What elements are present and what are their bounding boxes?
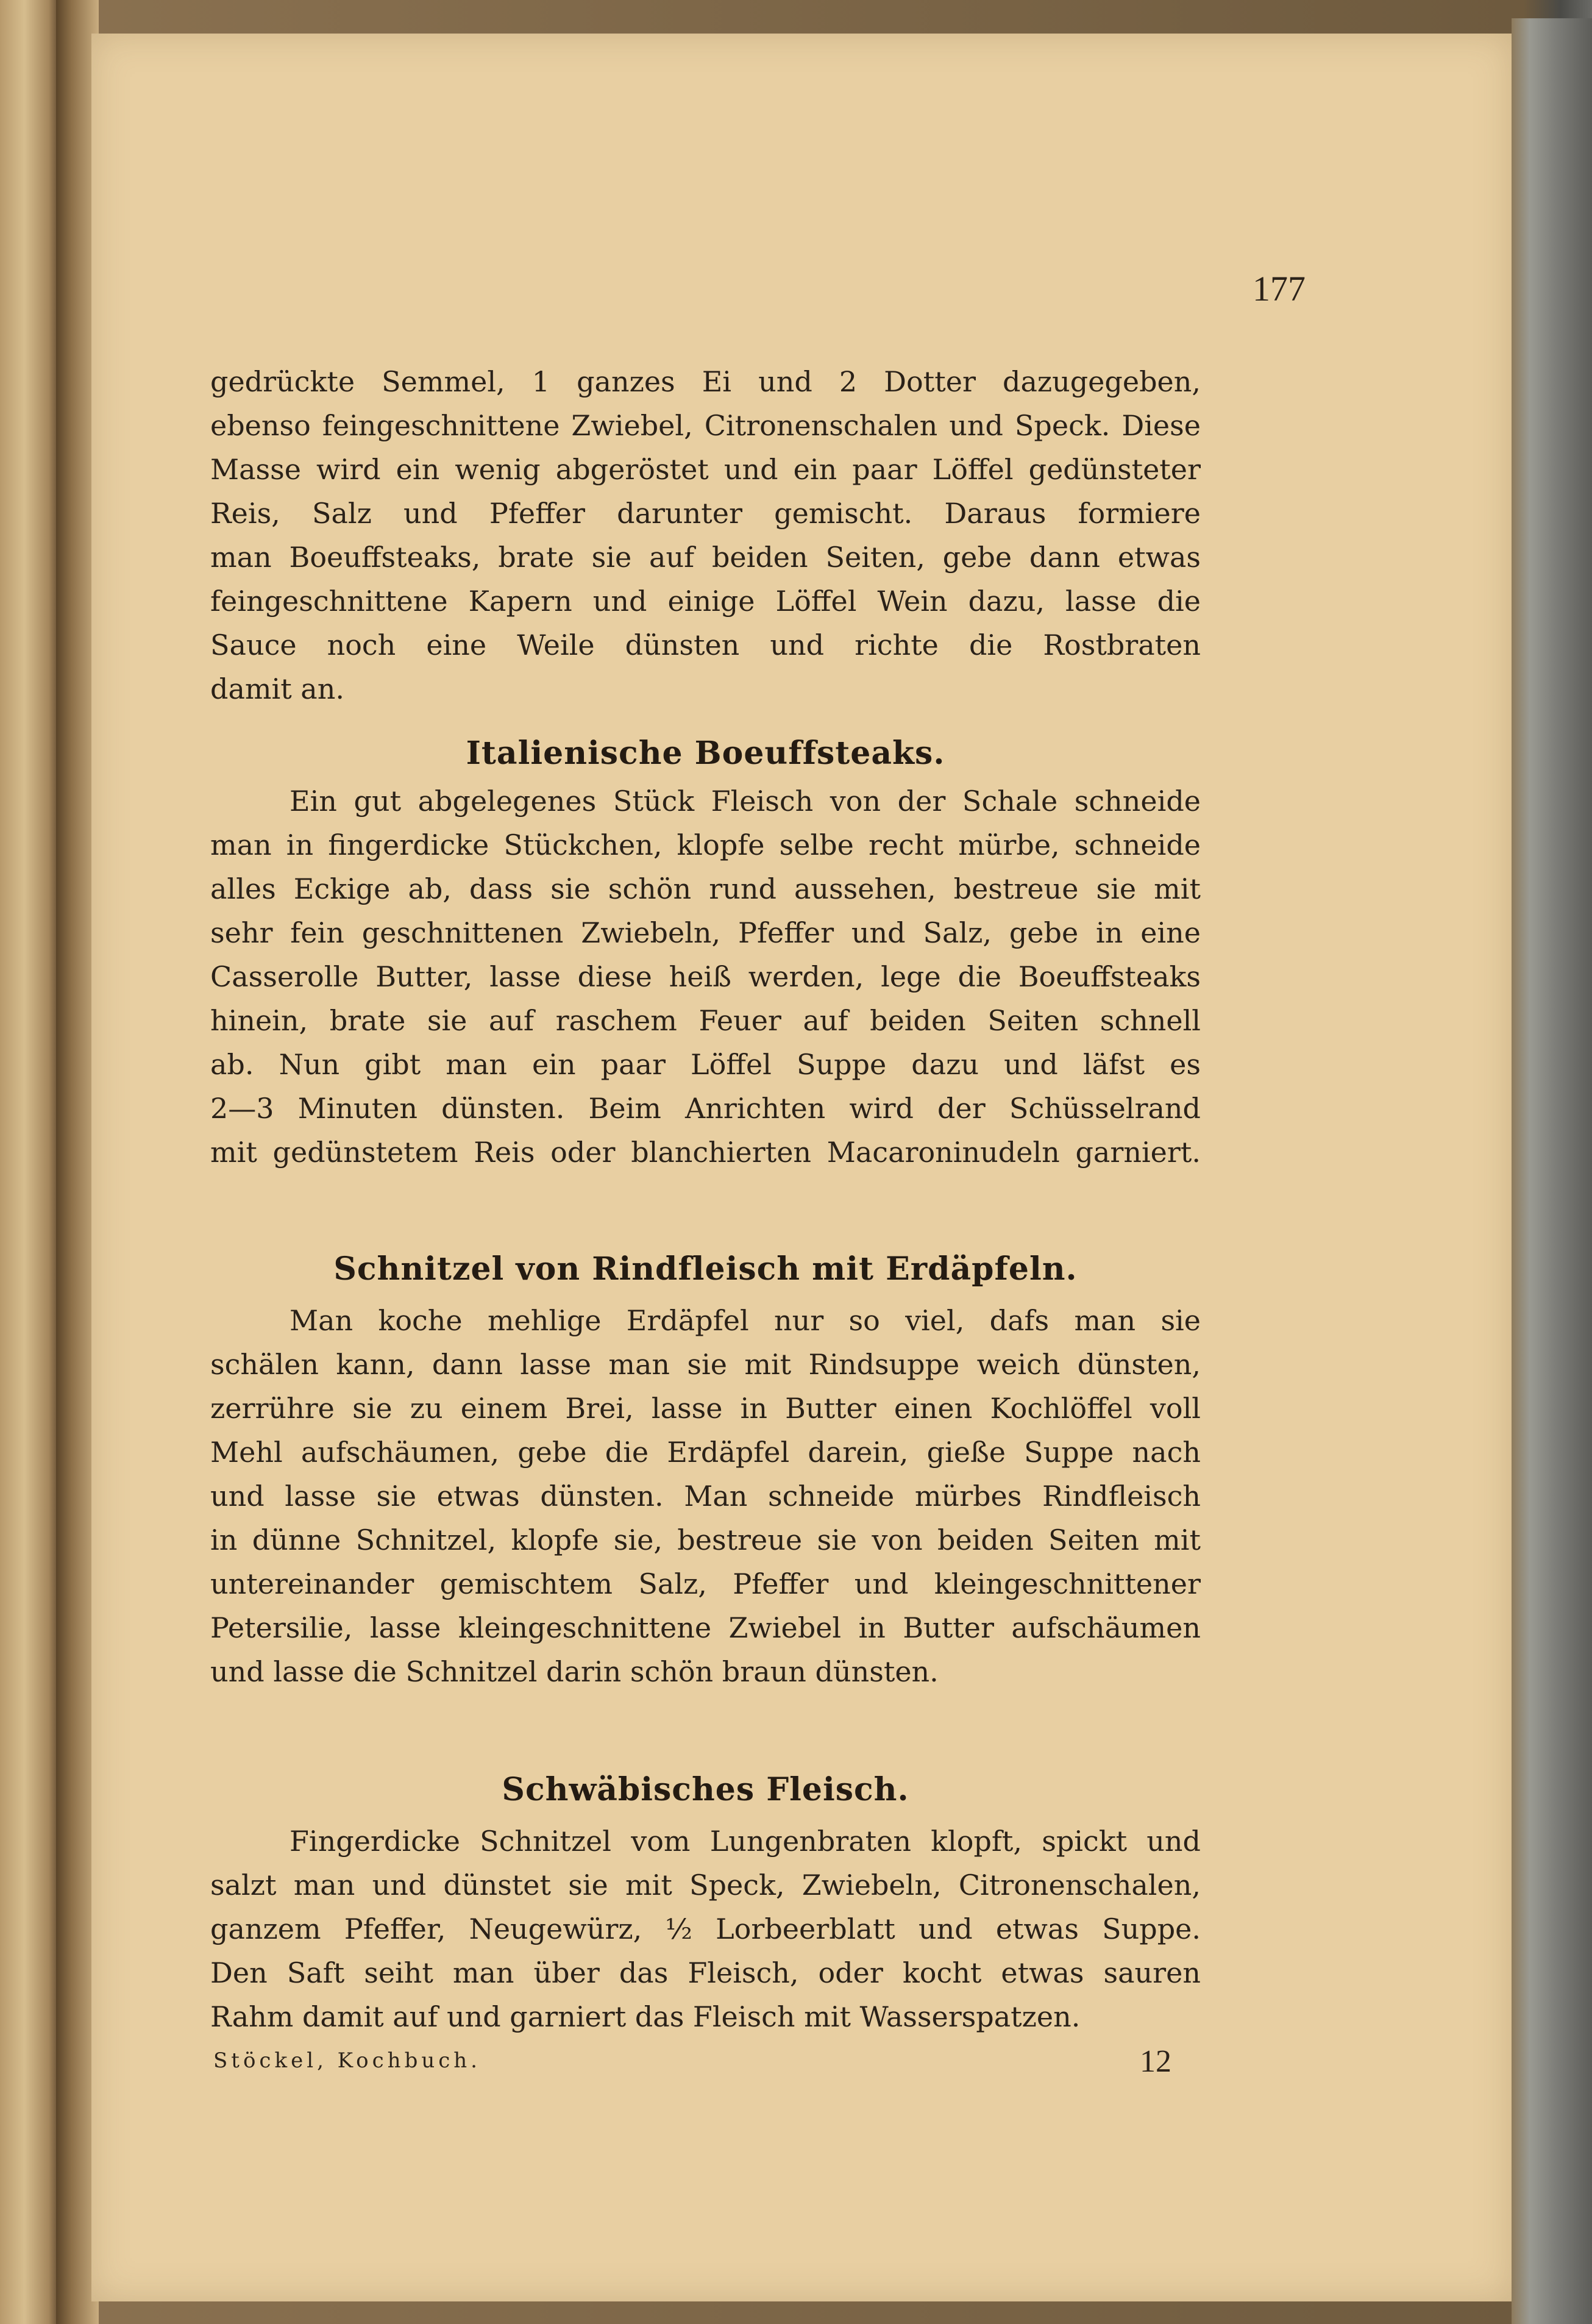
recipe-title: Italienische Boeuffsteaks.	[466, 735, 945, 772]
recipe-title: Schnitzel von Rindfleisch mit Erdäpfeln.	[333, 1250, 1078, 1288]
text-line: Den Saft seiht man über das Fleisch, oder kocht etwas sauren	[210, 1956, 1201, 1989]
text-line: alles Eckige ab, dass sie schön rund aussehen, bestreue sie mit	[210, 872, 1201, 905]
text-line: und lasse die Schnitzel darin schön braun dünsten.	[210, 1655, 939, 1688]
text-line: und lasse sie etwas dünsten. Man schneide mürbes Rindfleisch	[210, 1480, 1201, 1513]
text-line: Mehl aufschäumen, gebe die Erdäpfel darein, gieße Suppe nach	[210, 1436, 1201, 1469]
text-line: Masse wird ein wenig abgeröstet und ein paar Löffel gedünsteter	[210, 453, 1201, 486]
text-line: salzt man und dünstet sie mit Speck, Zwiebeln, Citronenschalen,	[210, 1869, 1201, 1902]
text-line: Man koche mehlige Erdäpfel nur so viel, dafs man sie	[290, 1304, 1201, 1337]
text-line: damit an.	[210, 672, 344, 705]
text-line: Fingerdicke Schnitzel vom Lungenbraten klopft, spickt und	[290, 1825, 1201, 1858]
text-line: ganzem Pfeffer, Neugewürz, ½ Lorbeerblatt und etwas Suppe.	[210, 1912, 1201, 1945]
text-line: in dünne Schnitzel, klopfe sie, bestreue sie von beiden Seiten mit	[210, 1524, 1201, 1556]
recipe-paragraph	[210, 1299, 1201, 1694]
page-text	[210, 360, 1201, 2039]
text-line: man in fingerdicke Stückchen, klopfe selbe recht mürbe, schneide	[210, 829, 1201, 861]
text-line: gedrückte Semmel, 1 ganzes Ei und 2 Dotter dazugegeben,	[210, 365, 1201, 398]
signature-mark: Stöckel, Kochbuch.	[213, 2048, 481, 2073]
book-cover-edge	[1512, 18, 1592, 2324]
text-line: Ein gut abgelegenes Stück Fleisch von der Schale schneide	[290, 785, 1201, 818]
text-line: ab. Nun gibt man ein paar Löffel Suppe dazu und läfst es	[210, 1048, 1201, 1081]
recipe-paragraph	[210, 1819, 1201, 2039]
text-line: Rahm damit auf und garniert das Fleisch mit Wasserspatzen.	[210, 2000, 1081, 2033]
sheet-number: 12	[1140, 2044, 1171, 2079]
facing-page-edge	[0, 0, 58, 2324]
text-line: hinein, brate sie auf raschem Feuer auf beiden Seiten schnell	[210, 1004, 1201, 1037]
text-line: 2—3 Minuten dünsten. Beim Anrichten wird der Schüsselrand	[210, 1092, 1201, 1125]
text-line: zerrühre sie zu einem Brei, lasse in Butter einen Kochlöffel voll	[210, 1392, 1201, 1425]
text-line: Casserolle Butter, lasse diese heiß werden, lege die Boeuffsteaks	[210, 960, 1201, 993]
text-line: man Boeuffsteaks, brate sie auf beiden Seiten, gebe dann etwas	[210, 541, 1201, 574]
text-line: mit gedünstetem Reis oder blanchierten Macaroninudeln garniert.	[210, 1136, 1201, 1169]
recipe-paragraph	[210, 779, 1201, 1174]
text-line: Reis, Salz und Pfeffer darunter gemischt. Daraus formiere	[210, 497, 1201, 530]
recipe-title: Schwäbisches Fleisch.	[502, 1771, 909, 1808]
intro-paragraph	[210, 360, 1201, 711]
text-line: feingeschnittene Kapern und einige Löffel Wein dazu, lasse die	[210, 585, 1201, 618]
text-line: schälen kann, dann lasse man sie mit Rindsuppe weich dünsten,	[210, 1348, 1201, 1381]
text-line: ebenso feingeschnittene Zwiebel, Citronenschalen und Speck. Diese	[210, 409, 1201, 442]
page-number: 177	[1253, 269, 1306, 308]
text-line: Petersilie, lasse kleingeschnittene Zwiebel in Butter aufschäumen	[210, 1611, 1201, 1644]
text-line: untereinander gemischtem Salz, Pfeffer und kleingeschnittener	[210, 1567, 1201, 1600]
text-line: sehr fein geschnittenen Zwiebeln, Pfeffer und Salz, gebe in eine	[210, 916, 1201, 949]
text-line: Sauce noch eine Weile dünsten und richte die Rostbraten	[210, 629, 1201, 661]
